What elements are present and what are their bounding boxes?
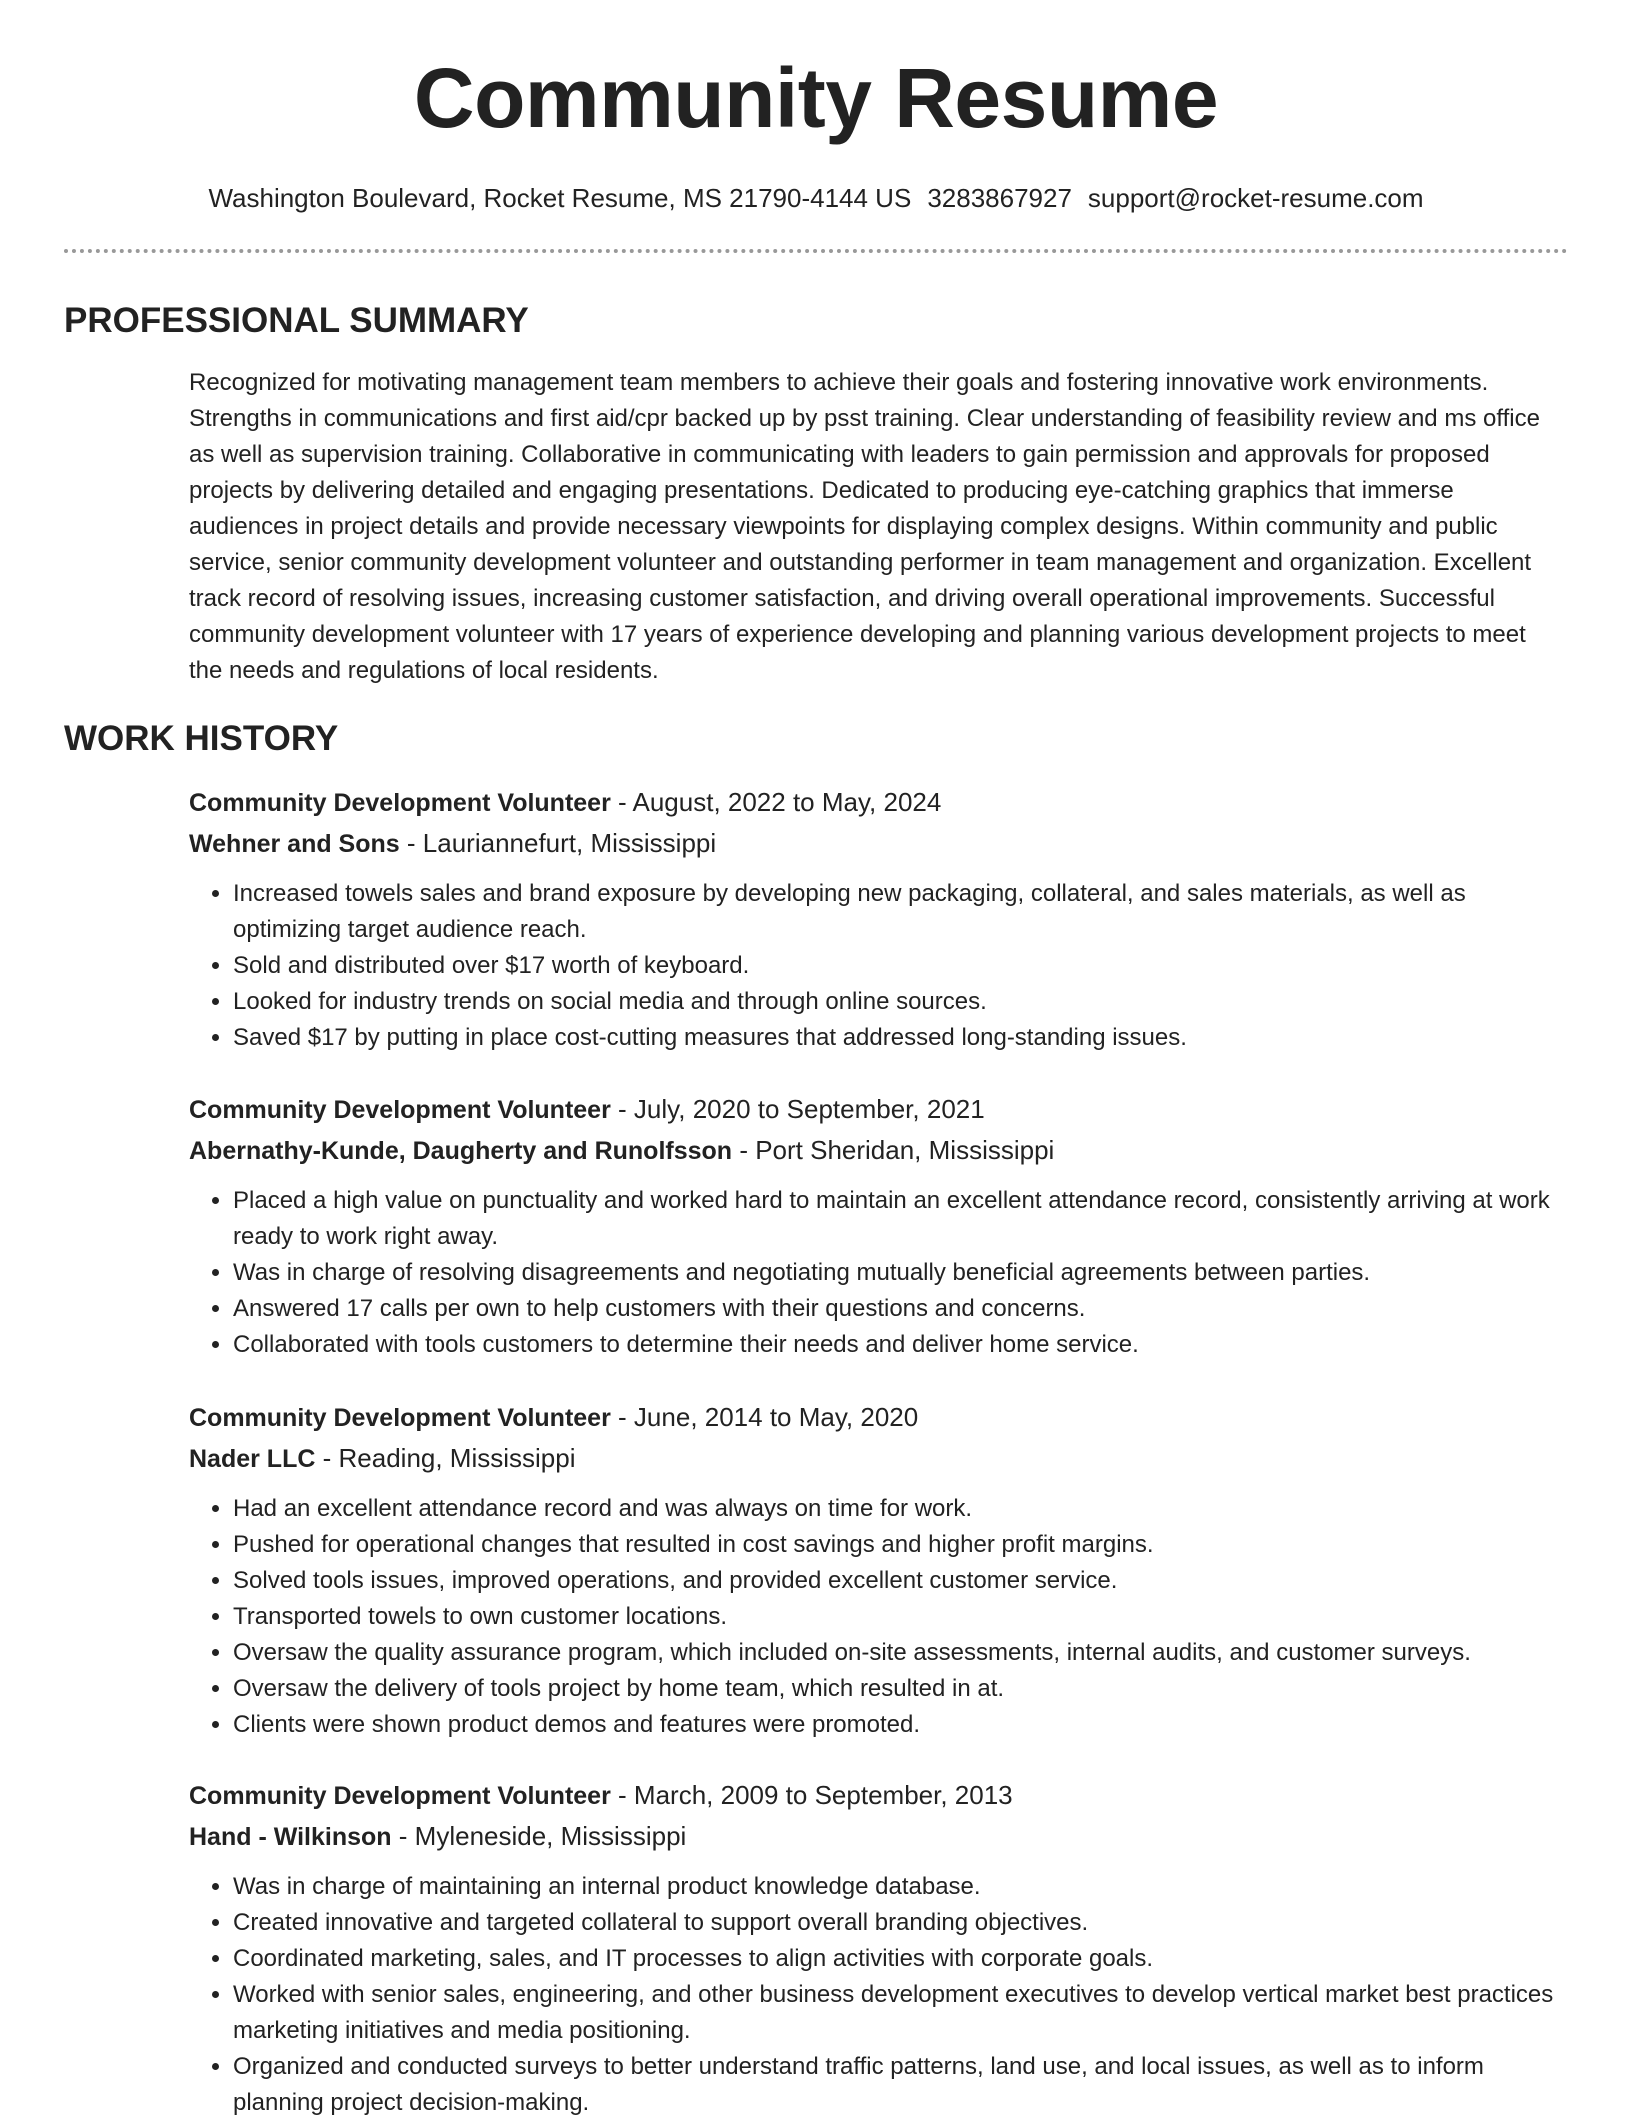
job-company: Nader LLC: [189, 1445, 316, 1473]
job-company-line: [189, 1130, 1559, 1171]
job-entry: [189, 782, 1559, 1056]
job-company: Hand - Wilkinson: [189, 1823, 392, 1851]
job-bullet: • Organized and conducted surveys to better understand traffic patterns, land use, and local issues, as well as to inform planning project decision-making.: [233, 2049, 1559, 2121]
section-title-summary: PROFESSIONAL SUMMARY: [64, 301, 529, 340]
job-bullets: [189, 876, 1559, 1056]
job-bullet: • Was in charge of maintaining an internal product knowledge database.: [233, 1869, 1559, 1905]
job-bullet: • Clients were shown product demos and features were promoted.: [233, 1707, 1559, 1743]
job-bullets: [189, 1183, 1559, 1363]
job-bullet: • Transported towels to own customer locations.: [233, 1599, 1559, 1635]
job-bullet: • Sold and distributed over $17 worth of keyboard.: [233, 948, 1559, 984]
job-role: Community Development Volunteer: [189, 1096, 611, 1124]
resume-name: Community Resume: [413, 51, 1219, 145]
job-bullet: • Oversaw the quality assurance program, which included on-site assessments, internal audits, and customer surveys.: [233, 1635, 1559, 1671]
job-bullet: • Coordinated marketing, sales, and IT processes to align activities with corporate goals.: [233, 1941, 1559, 1977]
job-bullet: • Looked for industry trends on social media and through online sources.: [233, 984, 1559, 1020]
job-role: Community Development Volunteer: [189, 789, 611, 817]
job-company-line: [189, 823, 1559, 864]
job-location: - Reading, Mississippi: [315, 1443, 576, 1473]
job-bullet: • Pushed for operational changes that resulted in cost savings and higher profit margins.: [233, 1527, 1559, 1563]
contact-email: support@rocket-resume.com: [1087, 183, 1424, 213]
job-bullet: • Answered 17 calls per own to help customers with their questions and concerns.: [233, 1291, 1559, 1327]
job-bullet: • Increased towels sales and brand exposure by developing new packaging, collateral, and sales materials, as well as optimizing target audience reach.: [233, 876, 1559, 948]
job-location: - Lauriannefurt, Mississippi: [399, 828, 717, 858]
job-dates: - June, 2014 to May, 2020: [610, 1402, 919, 1432]
job-bullet: • Collaborated with tools customers to determine their needs and deliver home service.: [233, 1327, 1559, 1363]
job-bullet: • Solved tools issues, improved operations, and provided excellent customer service.: [233, 1563, 1559, 1599]
job-bullet: • Worked with senior sales, engineering, and other business development executives to develop vertical market best practices marketing initiatives and media positioning.: [233, 1977, 1559, 2049]
job-company-line: [189, 1438, 1559, 1479]
section-title-work-history: WORK HISTORY: [64, 719, 339, 758]
job-company-line: [189, 1816, 1559, 1857]
job-role: Community Development Volunteer: [189, 1782, 611, 1810]
job-bullet: • Placed a high value on punctuality and worked hard to maintain an excellent attendance record, consistently arriving at work ready to work right away.: [233, 1183, 1559, 1255]
job-location: - Myleneside, Mississippi: [391, 1821, 687, 1851]
job-title-line: [189, 1089, 1559, 1130]
contact-address: Washington Boulevard, Rocket Resume, MS 21790-4144 US: [208, 183, 912, 213]
job-bullet: • Was in charge of resolving disagreements and negotiating mutually beneficial agreements between parties.: [233, 1255, 1559, 1291]
job-dates: - August, 2022 to May, 2024: [610, 787, 942, 817]
job-bullet: • Saved $17 by putting in place cost-cutting measures that addressed long-standing issues.: [233, 1020, 1559, 1056]
job-entry: [189, 1397, 1559, 1743]
job-title-line: [189, 1775, 1559, 1816]
contact-line: [0, 182, 1632, 214]
job-entry: [189, 1089, 1559, 1363]
job-dates: - March, 2009 to September, 2013: [610, 1780, 1013, 1810]
job-company: Wehner and Sons: [189, 830, 400, 858]
job-entry: [189, 1775, 1559, 2121]
job-bullet: • Had an excellent attendance record and was always on time for work.: [233, 1491, 1559, 1527]
job-bullet: • Oversaw the delivery of tools project by home team, which resulted in at.: [233, 1671, 1559, 1707]
job-bullets: [189, 1869, 1559, 2121]
summary-text: Recognized for motivating management team members to achieve their goals and fostering innovative work environments. Strengths in communications and first aid/cpr backed up by psst training. Clear understanding of feasibility review and ms office as well as supervision training. Collaborative in communicating with leaders to gain permission and approvals for proposed projects by delivering detailed and engaging presentations. Dedicated to producing eye-catching graphics that immerse audiences in project details and provide necessary viewpoints for displaying complex designs. Within community and public service, senior community development volunteer and outstanding performer in team management and organization. Excellent track record of resolving issues, increasing customer satisfaction, and driving overall operational improvements. Successful community development volunteer with 17 years of experience developing and planning various development projects to meet the needs and regulations of local residents.: [189, 369, 1540, 684]
job-company: Abernathy-Kunde, Daugherty and Runolfsson: [189, 1137, 733, 1165]
job-title-line: [189, 1397, 1559, 1438]
contact-phone: 3283867927: [927, 183, 1072, 213]
job-bullets: [189, 1491, 1559, 1743]
header-divider: [64, 249, 1568, 253]
job-role: Community Development Volunteer: [189, 1404, 611, 1432]
job-location: - Port Sheridan, Mississippi: [732, 1135, 1055, 1165]
job-dates: - July, 2020 to September, 2021: [610, 1094, 985, 1124]
job-title-line: [189, 782, 1559, 823]
job-bullet: • Created innovative and targeted collateral to support overall branding objectives.: [233, 1905, 1559, 1941]
